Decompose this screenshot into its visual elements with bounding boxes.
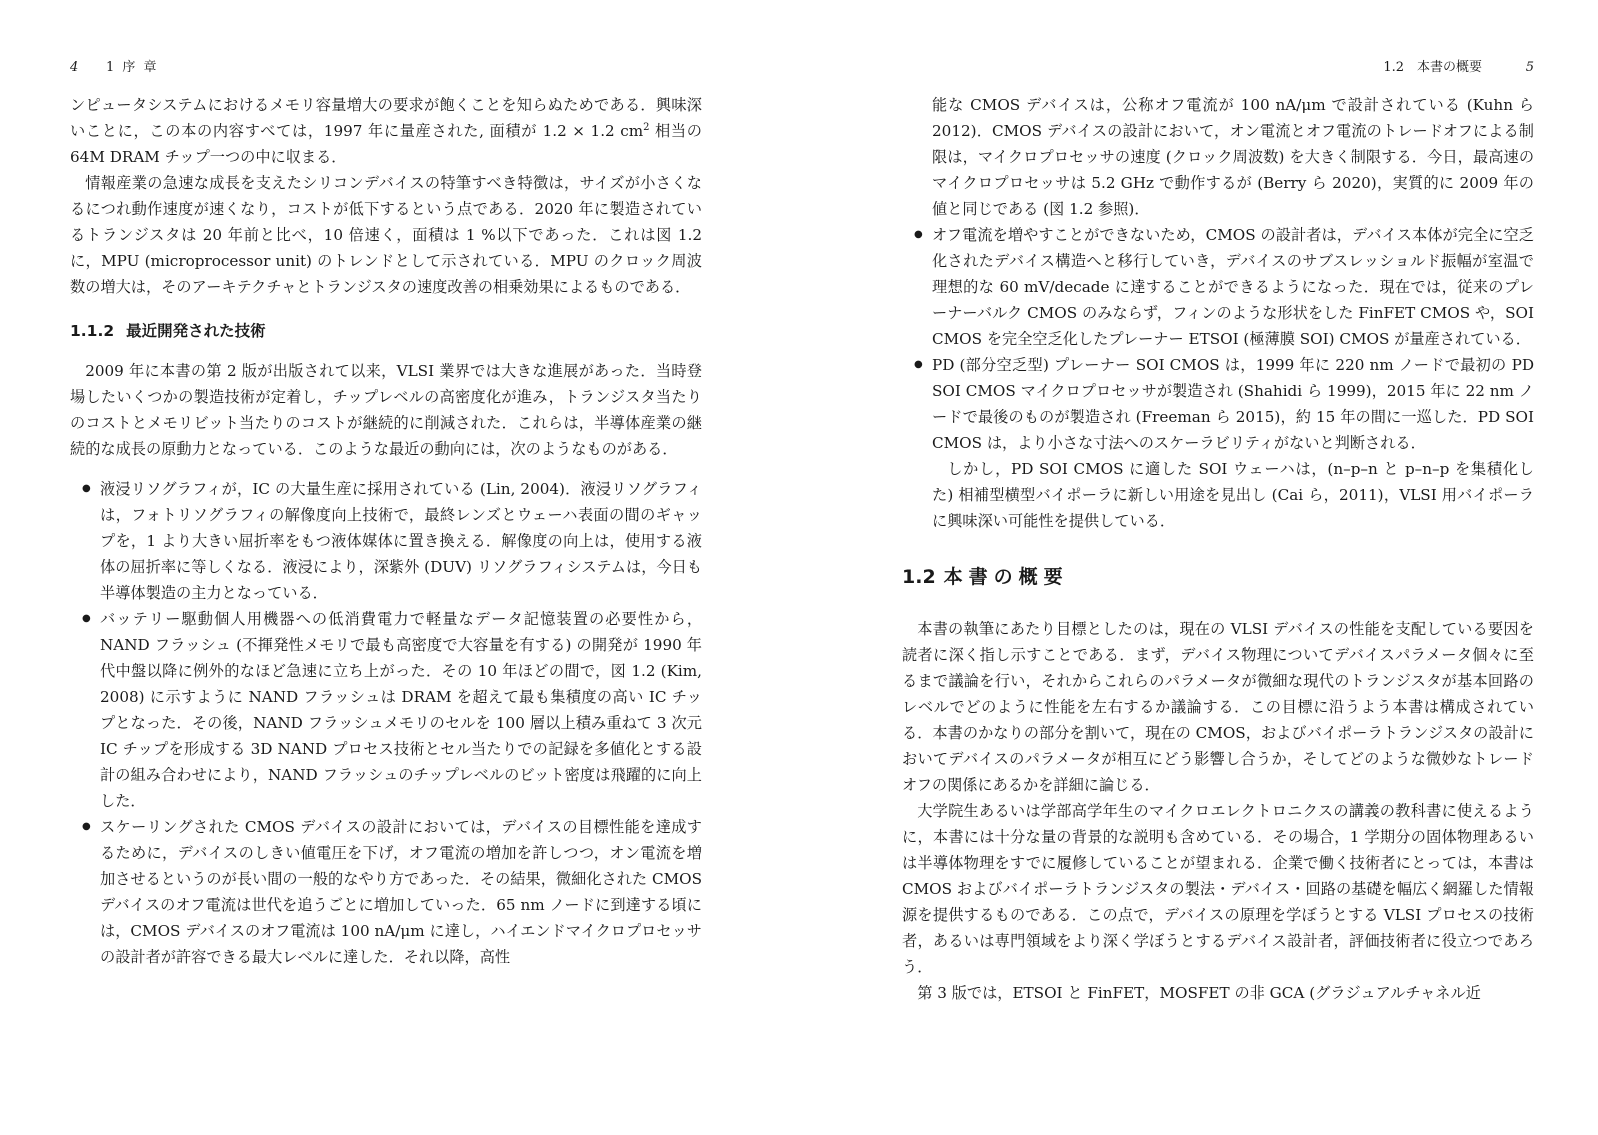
paragraph: 能な CMOS デバイスは，公称オフ電流が 100 nA/μm で設計されている (Kuhn ら 2012)．CMOS デバイスの設計において，オン電流とオフ電流のトレードオフによる制限は，マイクロプロセッサの速度 (クロック周波数) を大きく制限する．今日，最高速のマイクロプロセッサは 5.2 GHz で動作するが (Berry ら 2020)，実質的に 2009 年の値と同じである (図 1.2 参照)． <box>932 96 1534 218</box>
paragraph: ンピュータシステムにおけるメモリ容量増大の要求が飽くことを知らぬためである．興味深いことに，この本の内容すべては，1997 年に量産された, 面積が 1.2 × 1.2 $cm^2$ 相当の 64M DRAM チップ一つの中に収まる． <box>70 96 702 166</box>
list-item: ● PD (部分空乏型) プレーナー SOI CMOS は，1999 年に 220 nm ノードで最初の PD SOI CMOS マイクロプロセッサが製造され (Shahidi ら 1999)，2015 年に 22 nm ノードで最後のものが製造され (Freeman ら 2015)，約 15 年の間に一巡した．PD SOI CMOS は，より小さな寸法へのスケーラビリティがないと判断される． <box>902 352 1534 456</box>
section-heading: 1.2 本書の概要 <box>902 566 1069 588</box>
page-number: 5 <box>1525 60 1534 75</box>
right-page <box>902 0 1534 1135</box>
page-number: 4 <box>70 60 79 75</box>
paragraph: しかし，PD SOI CMOS に適した SOI ウェーハは，(n–p–n と p–n–p を集積化した) 相補型横型バイポーラに新しい用途を見出し (Cai ら，2011)，VLSI 用バイポーラに興味深い可能性を提供している． <box>932 460 1534 530</box>
list-item: ● 液浸リソグラフィが，IC の大量生産に採用されている (Lin, 2004)．液浸リソグラフィは，フォトリソグラフィの解像度向上技術で，最終レンズとウェーハ表面の間のギャップを，1 より大きい屈折率をもつ液体媒体に置き換える．解像度の向上は，使用する液体の屈折率に等しくなる．液浸により，深紫外 (DUV) リソグラフィシステムは，今日も半導体製造の主力となっている． <box>70 476 702 606</box>
paragraph: 情報産業の急速な成長を支えたシリコンデバイスの特筆すべき特徴は，サイズが小さくなるにつれ動作速度が速くなり，コストが低下するという点である．2020 年に製造されているトランジスタは 20 年前と比べ，10 倍速く，面積は 1 %以下であった．これは図 1.2 に，MPU (microprocessor unit) のトレンドとして示されている．MPU のクロック周波数の増大は，そのアーキテクチャとトランジスタの速度改善の相乗効果によるものである． <box>70 174 702 296</box>
running-title: 1.2 本書の概要 <box>1383 60 1482 75</box>
left-page <box>70 0 702 1135</box>
paragraph: 本書の執筆にあたり目標としたのは，現在の VLSI デバイスの性能を支配している要因を読者に深く指し示すことである．まず，デバイス物理についてデバイスパラメータ個々に至るまで議論を行い，それからこれらのパラメータが微細な現代のトランジスタが基本回路のレベルでどのように性能を左右するか議論する．この目標に沿うよう本書は構成されている．本書のかなりの部分を割いて，現在の CMOS，およびバイポーラトランジスタの設計においてデバイスのパラメータが相互にどう影響し合うか，そしてどのような微妙なトレードオフの関係にあるかを詳細に論じる． <box>902 620 1534 794</box>
bullet-list <box>70 476 702 970</box>
paragraph: 第 3 版では，ETSOI と FinFET，MOSFET の非 GCA (グラジュアルチャネル近 <box>917 984 1481 1002</box>
running-head <box>902 58 1534 78</box>
list-item: ● オフ電流を増やすことができないため，CMOS の設計者は，デバイス本体が完全に空乏化されたデバイス構造へと移行していき，デバイスのサブスレッショルド振幅が室温で理想的な 60 mV/decade に達することができるようになった．現在では，従来のプレーナーバルク CMOS のみならず，フィンのような形状をした FinFET CMOS や，SOI CMOS を完全空乏化したプレーナー ETSOI (極薄膜 SOI) CMOS が量産されている． <box>902 222 1534 352</box>
paragraph: 2009 年に本書の第 2 版が出版されて以来，VLSI 業界では大きな進展があった．当時登場したいくつかの製造技術が定着し，チップレベルの高密度化が進み，トランジスタ当たりのコストとメモリビット当たりのコストが継続的に削減された．これらは，半導体産業の継続的な成長の原動力となっている．このような最近の動向には，次のようなものがある． <box>70 362 702 458</box>
list-item: ● バッテリー駆動個人用機器への低消費電力で軽量なデータ記憶装置の必要性から，NAND フラッシュ (不揮発性メモリで最も高密度で大容量を有する) の開発が 1990 年代中盤以降に例外的なほど急速に立ち上がった．その 10 年ほどの間で，図 1.2 (Kim, 2008) に示すように NAND フラッシュは DRAM を超えて最も集積度の高い IC チップとなった．その後，NAND フラッシュメモリのセルを 100 層以上積み重ねて 3 次元 IC チップを形成する 3D NAND プロセス技術とセル当たりでの記録を多値化とする設計の組み合わせにより，NAND フラッシュのチップレベルのビット密度は飛躍的に向上した． <box>70 606 702 814</box>
running-head <box>70 58 702 78</box>
page-body <box>70 92 702 970</box>
bullet-list <box>902 222 1534 456</box>
running-title: 1 序 章 <box>106 60 159 75</box>
page-body <box>902 92 1534 1006</box>
paragraph: 大学院生あるいは学部高学年生のマイクロエレクトロニクスの講義の教科書に使えるように，本書には十分な量の背景的な説明も含めている．その場合，1 学期分の固体物理あるいは半導体物理をすでに履修していることが望まれる．企業で働く技術者にとっては，本書は CMOS およびバイポーラトランジスタの製法・デバイス・回路の基礎を幅広く網羅した情報源を提供するものである．この点で，デバイスの原理を学ぼうとする VLSI プロセスの技術者，あるいは専門領域をより深く学ぼうとするデバイス設計者，評価技術者に役立つであろう． <box>902 802 1534 976</box>
list-item: ● スケーリングされた CMOS デバイスの設計においては，デバイスの目標性能を達成するために，デバイスのしきい値電圧を下げ，オフ電流の増加を許しつつ，オン電流を増加させるというのが長い間の一般的なやり方であった．その結果，微細化された CMOS デバイスのオフ電流は世代を追うごとに増加していった．65 nm ノードに到達する頃には，CMOS デバイスのオフ電流は 100 nA/μm に達し，ハイエンドマイクロプロセッサの設計者が許容できる最大レベルに達した．それ以降，高性 <box>70 814 702 970</box>
section-heading: 1.1.2 最近開発された技術 <box>70 322 266 340</box>
